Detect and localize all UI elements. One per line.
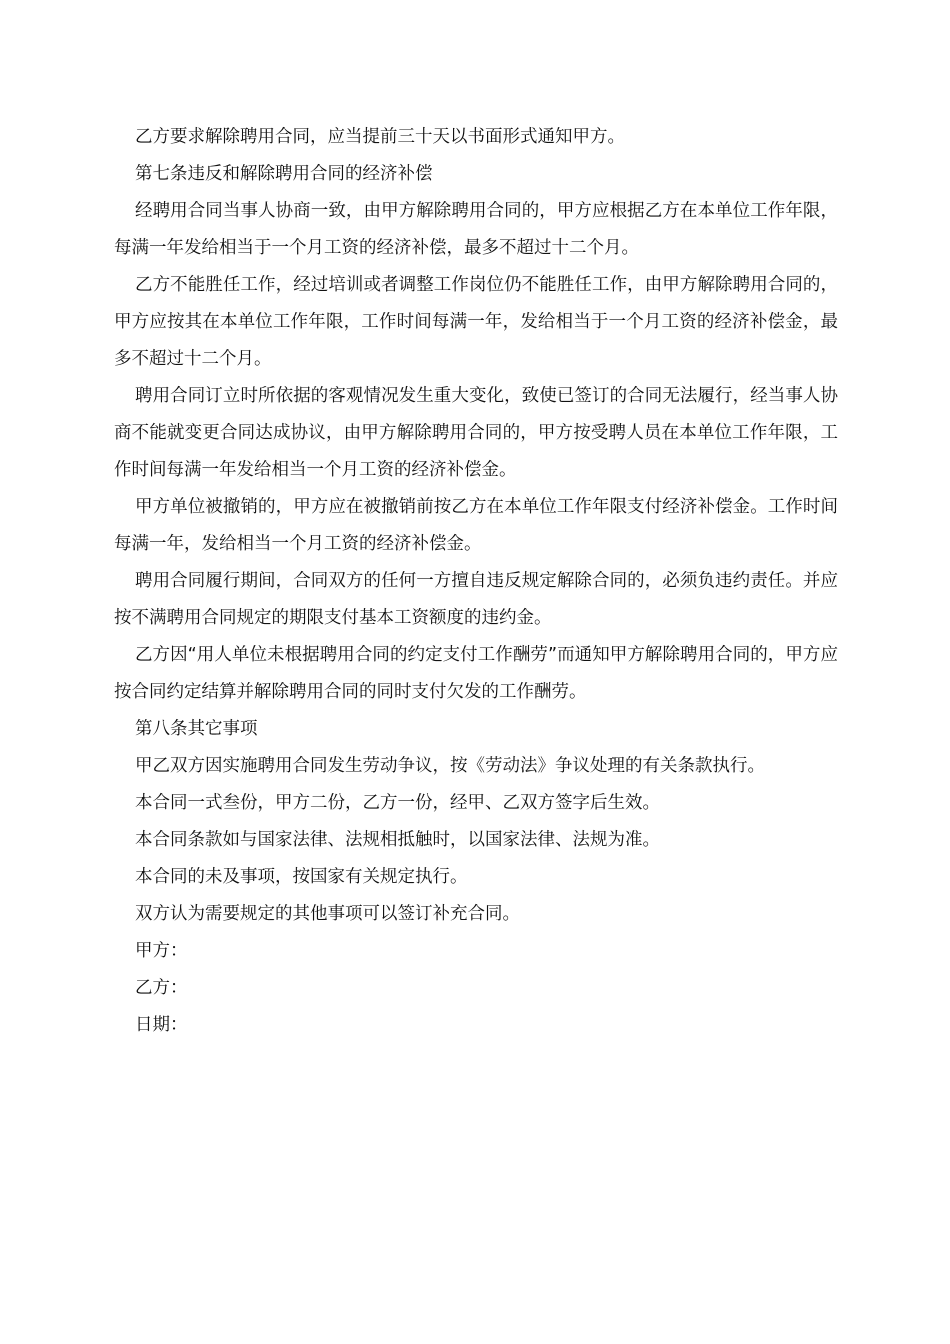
heading-article-8: 第八条其它事项 xyxy=(135,719,258,739)
paragraph-breach-liability: 聘用合同履行期间，合同双方的任何一方擅自违反规定解除合同的，必须负违约责任。并应按不满聘用合同规定的期限支付基本工资额度的违约金。 xyxy=(114,571,838,628)
paragraph-changed-circumstances: 聘用合同订立时所依据的客观情况发生重大变化，致使已签订的合同无法履行，经当事人协商不能就变更合同达成协议，由甲方解除聘用合同的，甲方按受聘人员在本单位工作年限，工作时间每满一年发给相当一个月工资的经济补偿金。 xyxy=(114,386,838,480)
paragraph-law-precedence: 本合同条款如与国家法律、法规相抵触时，以国家法律、法规为准。 xyxy=(135,830,660,850)
document-body xyxy=(114,119,838,1044)
paragraph-supplementary-contract: 双方认为需要规定的其他事项可以签订补充合同。 xyxy=(135,904,520,924)
paragraph-mutual-termination: 经聘用合同当事人协商一致，由甲方解除聘用合同的，甲方应根据乙方在本单位工作年限，每满一年发给相当于一个月工资的经济补偿，最多不超过十二个月。 xyxy=(114,201,838,258)
heading-article-7: 第七条违反和解除聘用合同的经济补偿 xyxy=(135,164,433,184)
paragraph-unpaid-wages: 乙方因“用人单位未根据聘用合同的约定支付工作酬劳”而通知甲方解除聘用合同的，甲方应按合同约定结算并解除聘用合同的同时支付欠发的工作酬劳。 xyxy=(114,645,838,702)
paragraph-unit-dissolved: 甲方单位被撤销的，甲方应在被撤销前按乙方在本单位工作年限支付经济补偿金。工作时间每满一年，发给相当一个月工资的经济补偿金。 xyxy=(114,497,838,554)
signature-date: 日期： xyxy=(135,1015,188,1035)
paragraph-copies: 本合同一式叁份，甲方二份，乙方一份，经甲、乙双方签字后生效。 xyxy=(135,793,660,813)
signature-party-a: 甲方： xyxy=(135,941,188,961)
paragraph-unspecified-matters: 本合同的未及事项，按国家有关规定执行。 xyxy=(135,867,468,887)
paragraph-labor-dispute: 甲乙双方因实施聘用合同发生劳动争议，按《劳动法》争议处理的有关条款执行。 xyxy=(135,756,765,776)
paragraph-incompetence-termination: 乙方不能胜任工作，经过培训或者调整工作岗位仍不能胜任工作，由甲方解除聘用合同的，甲方应按其在本单位工作年限，工作时间每满一年，发给相当于一个月工资的经济补偿金，最多不超过十二个月。 xyxy=(114,275,838,369)
paragraph-resignation-notice: 乙方要求解除聘用合同，应当提前三十天以书面形式通知甲方。 xyxy=(135,127,625,147)
signature-party-b: 乙方： xyxy=(135,978,188,998)
